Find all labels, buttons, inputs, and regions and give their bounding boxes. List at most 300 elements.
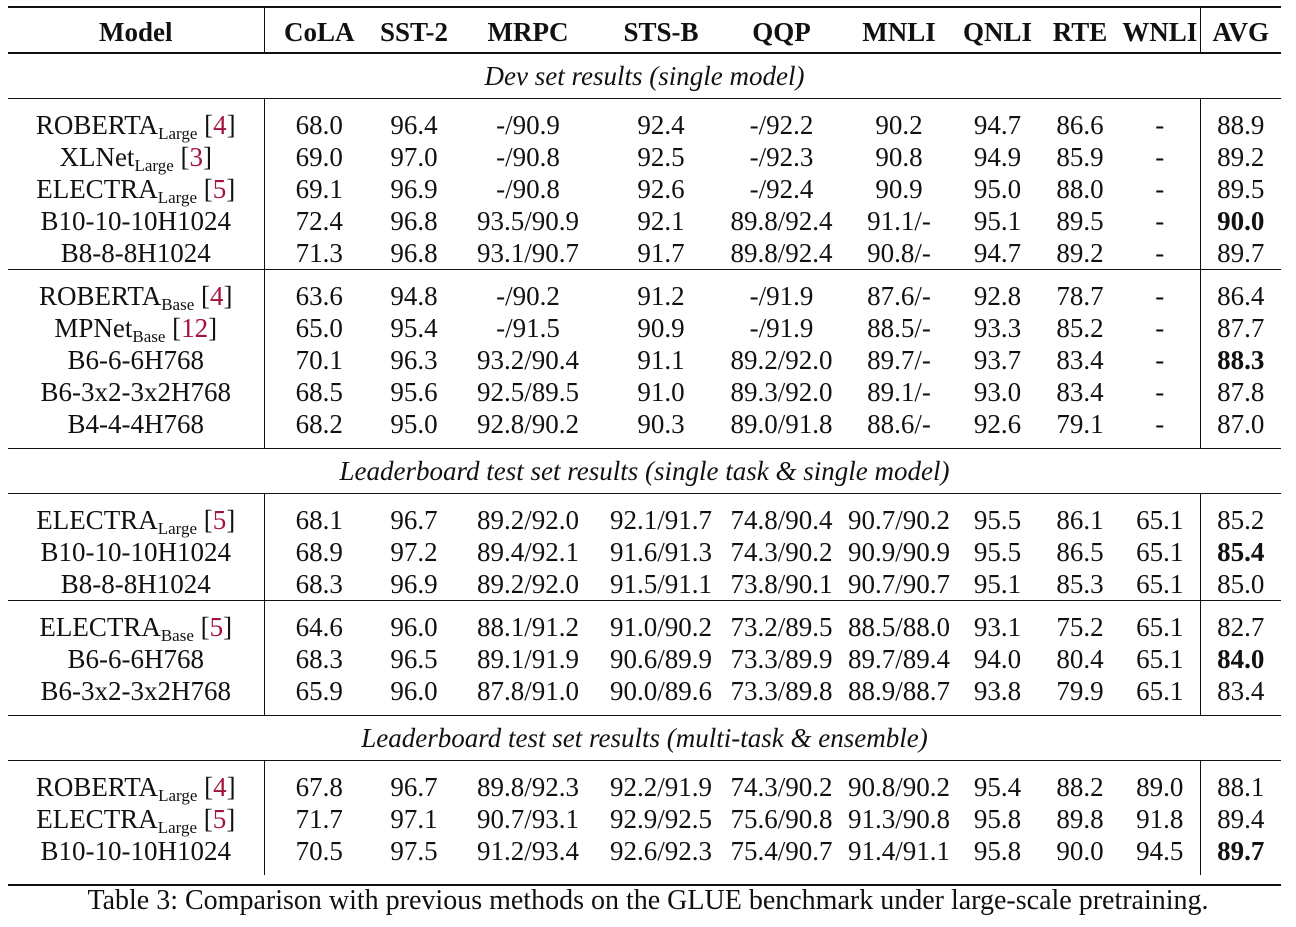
score-cell-mrpc: 92.8/90.2 <box>476 409 579 439</box>
avg-score-cell: 85.2 <box>1217 505 1265 535</box>
column-header-cola: CoLA <box>283 17 355 47</box>
spacer-cell <box>720 440 843 449</box>
score-cell-rte: 79.9 <box>1056 676 1104 706</box>
score-cell-mrpc: 93.2/90.4 <box>476 345 579 375</box>
table-row <box>8 568 1281 601</box>
model-name: B8-8-8H1024 <box>60 238 211 268</box>
spacer-cell <box>720 707 843 716</box>
spacer-cell <box>955 761 1040 772</box>
spacer-cell <box>8 270 264 281</box>
spacer-cell <box>454 761 602 772</box>
spacer-cell <box>955 601 1040 612</box>
table-row <box>8 536 1281 568</box>
score-cell-qnli: 94.9 <box>973 142 1022 172</box>
score-cell-rte: 79.1 <box>1056 409 1104 439</box>
spacer-cell <box>843 601 955 612</box>
score-cell-qqp: 89.3/92.0 <box>730 377 833 407</box>
score-cell-mrpc: 89.8/92.3 <box>476 772 579 802</box>
model-name: ELECTRA <box>36 174 158 204</box>
model-name: B6-3x2-3x2H768 <box>40 676 231 706</box>
spacer-cell <box>454 99 602 110</box>
score-cell-cola: 64.6 <box>295 612 343 642</box>
table-row <box>8 835 1281 867</box>
spacer-cell <box>955 867 1040 875</box>
table-body <box>8 53 1281 875</box>
avg-score-cell: 83.4 <box>1217 676 1265 706</box>
score-cell-qqp: 89.8/92.4 <box>730 206 833 236</box>
score-cell-wnli: - <box>1120 312 1200 344</box>
score-cell-mrpc: 90.7/93.1 <box>476 804 579 834</box>
model-name-cell <box>8 568 264 601</box>
score-cell-qqp: 73.8/90.1 <box>730 569 833 599</box>
score-cell-qqp: 74.3/90.2 <box>730 537 833 567</box>
spacer-cell <box>1040 99 1120 110</box>
score-cell-rte: 90.0 <box>1056 836 1104 866</box>
column-header-mnli: MNLI <box>862 17 936 47</box>
score-cell-mnli: 88.6/- <box>867 409 931 439</box>
citation-link[interactable]: 3 <box>189 142 204 172</box>
score-cell-mnli: 89.1/- <box>867 377 931 407</box>
score-cell-mrpc: -/90.8 <box>496 174 560 204</box>
score-cell-qqp: 89.0/91.8 <box>730 409 833 439</box>
spacer-cell <box>374 867 454 875</box>
score-cell-mnli: 90.7/90.2 <box>847 505 950 535</box>
spacer-cell <box>1120 601 1200 612</box>
score-cell-sts-b: 92.1/91.7 <box>609 505 712 535</box>
score-cell-qqp: 73.3/89.8 <box>730 676 833 706</box>
score-cell-mrpc: 89.4/92.1 <box>476 537 579 567</box>
citation-link[interactable]: 4 <box>213 110 227 140</box>
score-cell-qnli: 94.7 <box>973 238 1022 268</box>
group-spacer <box>8 99 1281 110</box>
model-name: XLNet <box>59 142 135 172</box>
score-cell-sst-2: 97.5 <box>390 836 438 866</box>
model-name: B6-6-6H768 <box>67 345 204 375</box>
score-cell-sst-2: 95.4 <box>390 313 438 343</box>
score-cell-qqp: -/92.2 <box>749 110 814 140</box>
score-cell-rte: 83.4 <box>1056 345 1104 375</box>
avg-score-cell: 89.7 <box>1217 836 1265 866</box>
score-cell-qnli: 94.0 <box>973 644 1022 674</box>
score-cell-sst-2: 97.2 <box>390 537 438 567</box>
model-name-cell: MPNet$_{Base}$ [12] <box>8 312 264 344</box>
spacer-cell <box>843 270 955 281</box>
score-cell-wnli: - <box>1120 237 1200 270</box>
score-cell-mnli: 89.7/89.4 <box>847 644 950 674</box>
score-cell-qqp: -/91.9 <box>749 281 814 311</box>
spacer-cell <box>955 440 1040 449</box>
section-end-spacer <box>8 440 1281 449</box>
spacer-cell <box>454 601 602 612</box>
score-cell-qnli: 93.8 <box>973 676 1022 706</box>
score-cell-sts-b: 90.0/89.6 <box>609 676 712 706</box>
spacer-cell <box>8 707 264 716</box>
score-cell-wnli: 91.8 <box>1120 803 1200 835</box>
score-cell-qnli: 95.8 <box>973 804 1022 834</box>
spacer-cell <box>8 99 264 110</box>
spacer-cell <box>602 707 720 716</box>
spacer-cell <box>1120 270 1200 281</box>
score-cell-cola: 71.3 <box>295 238 343 268</box>
score-cell-cola: 72.4 <box>295 206 343 236</box>
score-cell-sst-2: 96.3 <box>390 345 438 375</box>
spacer-cell <box>843 867 955 875</box>
column-header-mrpc: MRPC <box>487 17 569 47</box>
score-cell-sts-b: 92.4 <box>637 110 685 140</box>
score-cell-sts-b: 90.9 <box>637 313 685 343</box>
avg-score-cell: 89.4 <box>1217 804 1265 834</box>
score-cell-qnli: 92.8 <box>973 281 1022 311</box>
group-spacer <box>8 270 1281 281</box>
spacer-cell <box>374 494 454 505</box>
score-cell-mnli: 90.9/90.9 <box>847 537 950 567</box>
score-cell-cola: 67.8 <box>295 772 343 802</box>
score-cell-qnli: 95.5 <box>973 537 1022 567</box>
score-cell-qqp: 89.2/92.0 <box>730 345 833 375</box>
model-name-cell: XLNet$_{Large}$ [3] <box>8 141 264 173</box>
spacer-cell <box>1120 761 1200 772</box>
model-name-cell <box>8 675 264 707</box>
score-cell-sst-2: 95.6 <box>390 377 438 407</box>
spacer-cell <box>374 440 454 449</box>
table-row <box>8 504 1281 536</box>
glue-results-table <box>8 6 1281 875</box>
spacer-cell <box>602 601 720 612</box>
spacer-cell <box>843 707 955 716</box>
score-cell-wnli: 65.1 <box>1120 568 1200 601</box>
score-cell-mrpc: 92.5/89.5 <box>476 377 579 407</box>
spacer-cell <box>1040 867 1120 875</box>
score-cell-wnli: 65.1 <box>1120 504 1200 536</box>
score-cell-wnli: 94.5 <box>1120 835 1200 867</box>
spacer-cell <box>264 867 374 875</box>
score-cell-cola: 70.5 <box>295 836 343 866</box>
score-cell-mnli: 88.5/88.0 <box>847 612 950 642</box>
model-name-cell: $ROBERTA_{Large}$ [4] <box>8 771 264 803</box>
score-cell-sst-2: 96.0 <box>390 612 438 642</box>
spacer-cell <box>720 99 843 110</box>
model-size-subscript: Large <box>158 786 198 805</box>
score-cell-sts-b: 90.6/89.9 <box>609 644 712 674</box>
spacer-cell <box>264 707 374 716</box>
score-cell-mnli: 88.5/- <box>867 313 931 343</box>
model-name-cell: $ROBERTA_{Large}$ [4] <box>8 109 264 141</box>
score-cell-qqp: -/92.3 <box>749 142 814 172</box>
score-cell-rte: 86.6 <box>1056 110 1104 140</box>
score-cell-cola: 68.3 <box>295 644 343 674</box>
model-size-subscript: Base <box>161 295 195 314</box>
model-size-subscript: Large <box>157 519 198 538</box>
score-cell-rte: 83.4 <box>1056 377 1104 407</box>
spacer-cell <box>8 761 264 772</box>
spacer-cell <box>264 761 374 772</box>
model-name: MPNet <box>54 313 133 343</box>
spacer-cell <box>720 761 843 772</box>
score-cell-mrpc: -/90.2 <box>496 281 560 311</box>
score-cell-wnli: - <box>1120 376 1200 408</box>
score-cell-wnli: - <box>1120 109 1200 141</box>
model-name: ROBERTA <box>35 110 159 140</box>
citation-link[interactable]: 4 <box>210 281 224 311</box>
score-cell-wnli: - <box>1120 205 1200 237</box>
score-cell-rte: 85.3 <box>1056 569 1104 599</box>
column-header-sst-2: SST-2 <box>379 17 449 47</box>
score-cell-qnli: 93.0 <box>973 377 1022 407</box>
score-cell-qqp: -/91.9 <box>749 313 814 343</box>
column-header-model: Model <box>8 7 264 53</box>
citation-link[interactable]: 4 <box>213 772 227 802</box>
spacer-cell <box>1040 601 1120 612</box>
score-cell-qqp: 75.6/90.8 <box>730 804 833 834</box>
spacer-cell <box>1120 494 1200 505</box>
score-cell-sst-2: 96.7 <box>390 772 438 802</box>
column-header-avg: AVG <box>1212 17 1270 47</box>
column-header-qnli: QNLI <box>962 17 1033 47</box>
score-cell-rte: 88.2 <box>1056 772 1104 802</box>
citation-link[interactable]: 5 <box>212 804 227 834</box>
spacer-cell <box>264 494 374 505</box>
spacer-cell <box>454 494 602 505</box>
score-cell-mrpc: 93.5/90.9 <box>476 206 579 236</box>
model-name: B10-10-10H1024 <box>40 537 231 567</box>
score-cell-cola: 65.9 <box>295 676 343 706</box>
spacer-cell <box>1200 707 1281 716</box>
model-name: ROBERTA <box>38 281 162 311</box>
spacer-cell <box>602 761 720 772</box>
spacer-cell <box>8 601 264 612</box>
model-size-subscript: Large <box>134 156 174 175</box>
score-cell-sst-2: 96.7 <box>390 505 438 535</box>
score-cell-rte: 89.8 <box>1056 804 1104 834</box>
score-cell-sts-b: 92.6/92.3 <box>609 836 712 866</box>
score-cell-sts-b: 91.0/90.2 <box>609 612 712 642</box>
score-cell-wnli: 65.1 <box>1120 611 1200 643</box>
spacer-cell <box>8 867 264 875</box>
score-cell-sts-b: 90.3 <box>637 409 685 439</box>
model-name-cell: $ROBERTA_{Base}$ [4] <box>8 280 264 312</box>
spacer-cell <box>1040 440 1120 449</box>
section-title-row <box>8 53 1281 99</box>
avg-score-cell: 90.0 <box>1217 206 1265 236</box>
spacer-cell <box>454 867 602 875</box>
model-name: ELECTRA <box>39 612 161 642</box>
score-cell-cola: 68.3 <box>295 569 343 599</box>
score-cell-qqp: 74.3/90.2 <box>730 772 833 802</box>
spacer-cell <box>1120 440 1200 449</box>
table-row <box>8 408 1281 440</box>
column-header-sts-b: STS-B <box>623 17 699 47</box>
model-name-cell <box>8 344 264 376</box>
avg-score-cell: 85.4 <box>1217 537 1265 567</box>
column-header-qqp: QQP <box>752 17 811 47</box>
spacer-cell <box>843 761 955 772</box>
score-cell-sts-b: 92.1 <box>637 206 685 236</box>
citation-link[interactable]: 5 <box>209 612 224 642</box>
spacer-cell <box>1040 494 1120 505</box>
score-cell-mrpc: 89.2/92.0 <box>476 505 579 535</box>
avg-score-cell: 85.0 <box>1217 569 1265 599</box>
score-cell-qqp: 89.8/92.4 <box>730 238 833 268</box>
section-title: Leaderboard test set results (single task & single model) <box>339 456 950 486</box>
score-cell-mnli: 89.7/- <box>867 345 931 375</box>
avg-score-cell: 87.8 <box>1217 377 1265 407</box>
score-cell-qnli: 93.3 <box>973 313 1022 343</box>
model-size-subscript: Large <box>157 188 198 207</box>
avg-score-cell: 88.3 <box>1217 345 1265 375</box>
score-cell-cola: 69.0 <box>295 142 343 172</box>
score-cell-qnli: 93.7 <box>973 345 1022 375</box>
citation-link[interactable]: 5 <box>212 505 227 535</box>
score-cell-mnli: 91.1/- <box>867 206 931 236</box>
spacer-cell <box>264 601 374 612</box>
score-cell-cola: 68.5 <box>295 377 343 407</box>
spacer-cell <box>955 494 1040 505</box>
model-name-cell <box>8 835 264 867</box>
spacer-cell <box>720 601 843 612</box>
score-cell-rte: 88.0 <box>1056 174 1104 204</box>
score-cell-rte: 86.1 <box>1056 505 1104 535</box>
score-cell-sts-b: 91.7 <box>637 238 685 268</box>
score-cell-mnli: 90.9 <box>875 174 923 204</box>
spacer-cell <box>1040 761 1120 772</box>
score-cell-sst-2: 96.5 <box>390 644 438 674</box>
score-cell-mnli: 90.8/90.2 <box>847 772 950 802</box>
score-cell-sts-b: 91.6/91.3 <box>609 537 712 567</box>
score-cell-mnli: 90.8 <box>875 142 923 172</box>
column-header-rte: RTE <box>1052 17 1108 47</box>
spacer-cell <box>454 270 602 281</box>
spacer-cell <box>955 270 1040 281</box>
table-row <box>8 280 1281 312</box>
score-cell-mnli: 90.8/- <box>867 238 931 268</box>
spacer-cell <box>264 270 374 281</box>
score-cell-sts-b: 92.9/92.5 <box>609 804 712 834</box>
score-cell-cola: 63.6 <box>295 281 343 311</box>
section-end-spacer <box>8 707 1281 716</box>
table-caption: Table 3: Comparison with previous methods on the GLUE benchmark under large-scale pretraining. <box>87 885 1209 916</box>
model-name-cell <box>8 408 264 440</box>
avg-score-cell: 86.4 <box>1217 281 1265 311</box>
score-cell-wnli: 89.0 <box>1120 771 1200 803</box>
table-row <box>8 611 1281 643</box>
spacer-cell <box>264 99 374 110</box>
score-cell-qnli: 95.0 <box>973 174 1022 204</box>
table-row <box>8 344 1281 376</box>
spacer-cell <box>1200 440 1281 449</box>
table-row <box>8 141 1281 173</box>
score-cell-sst-2: 94.8 <box>390 281 438 311</box>
score-cell-cola: 68.2 <box>295 409 343 439</box>
model-name-cell <box>8 237 264 270</box>
table-row <box>8 803 1281 835</box>
score-cell-qqp: 75.4/90.7 <box>730 836 833 866</box>
score-cell-wnli: - <box>1120 344 1200 376</box>
score-cell-wnli: - <box>1120 141 1200 173</box>
score-cell-sst-2: 96.8 <box>390 206 438 236</box>
score-cell-rte: 80.4 <box>1056 644 1104 674</box>
model-name: B10-10-10H1024 <box>40 836 231 866</box>
score-cell-cola: 68.9 <box>295 537 343 567</box>
score-cell-sts-b: 92.6 <box>637 174 685 204</box>
score-cell-rte: 85.9 <box>1056 142 1104 172</box>
header-row <box>8 7 1281 53</box>
score-cell-mrpc: -/91.5 <box>496 313 560 343</box>
spacer-cell <box>720 494 843 505</box>
spacer-cell <box>1200 761 1281 772</box>
spacer-cell <box>1200 270 1281 281</box>
section-end-spacer <box>8 867 1281 875</box>
model-size-subscript: Base <box>132 327 166 346</box>
model-name: B8-8-8H1024 <box>60 569 211 599</box>
spacer-cell <box>374 270 454 281</box>
avg-score-cell: 87.0 <box>1217 409 1265 439</box>
score-cell-qnli: 95.1 <box>973 206 1022 236</box>
score-cell-cola: 70.1 <box>295 345 343 375</box>
model-name-cell: $ELECTRA_{Large}$ [5] <box>8 803 264 835</box>
citation-link[interactable]: 5 <box>212 174 227 204</box>
score-cell-wnli: 65.1 <box>1120 675 1200 707</box>
score-cell-qnli: 95.5 <box>973 505 1022 535</box>
avg-score-cell: 89.5 <box>1217 174 1265 204</box>
score-cell-qqp: 74.8/90.4 <box>730 505 833 535</box>
score-cell-qnli: 95.8 <box>973 836 1022 866</box>
spacer-cell <box>720 867 843 875</box>
score-cell-cola: 69.1 <box>295 174 343 204</box>
spacer-cell <box>1200 99 1281 110</box>
spacer-cell <box>843 494 955 505</box>
avg-score-cell: 88.9 <box>1217 110 1265 140</box>
score-cell-sst-2: 97.0 <box>390 142 438 172</box>
score-cell-mrpc: 89.1/91.9 <box>476 644 579 674</box>
model-size-subscript: Base <box>160 626 194 645</box>
citation-link[interactable]: 12 <box>181 313 209 343</box>
table-row <box>8 675 1281 707</box>
model-size-subscript: Large <box>157 818 198 837</box>
spacer-cell <box>264 440 374 449</box>
spacer-cell <box>1040 270 1120 281</box>
score-cell-sts-b: 91.1 <box>637 345 685 375</box>
table-row <box>8 109 1281 141</box>
spacer-cell <box>602 440 720 449</box>
score-cell-sst-2: 96.9 <box>390 569 438 599</box>
score-cell-sst-2: 96.9 <box>390 174 438 204</box>
spacer-cell <box>602 494 720 505</box>
model-name: B4-4-4H768 <box>67 409 204 439</box>
spacer-cell <box>374 99 454 110</box>
spacer-cell <box>843 440 955 449</box>
spacer-cell <box>955 707 1040 716</box>
table-row <box>8 173 1281 205</box>
score-cell-sst-2: 96.8 <box>390 238 438 268</box>
score-cell-mrpc: 93.1/90.7 <box>476 238 579 268</box>
model-name: B10-10-10H1024 <box>40 206 231 236</box>
score-cell-wnli: 65.1 <box>1120 536 1200 568</box>
model-name-cell <box>8 376 264 408</box>
score-cell-mnli: 88.9/88.7 <box>847 676 950 706</box>
score-cell-wnli: - <box>1120 408 1200 440</box>
spacer-cell <box>1120 707 1200 716</box>
score-cell-qnli: 94.7 <box>973 110 1022 140</box>
model-size-subscript: Large <box>158 124 198 143</box>
model-name: ROBERTA <box>35 772 159 802</box>
score-cell-rte: 75.2 <box>1056 612 1104 642</box>
spacer-cell <box>454 707 602 716</box>
score-cell-qnli: 95.1 <box>973 569 1022 599</box>
avg-score-cell: 84.0 <box>1217 644 1265 674</box>
score-cell-sts-b: 91.5/91.1 <box>609 569 712 599</box>
score-cell-sst-2: 96.0 <box>390 676 438 706</box>
table-row <box>8 643 1281 675</box>
